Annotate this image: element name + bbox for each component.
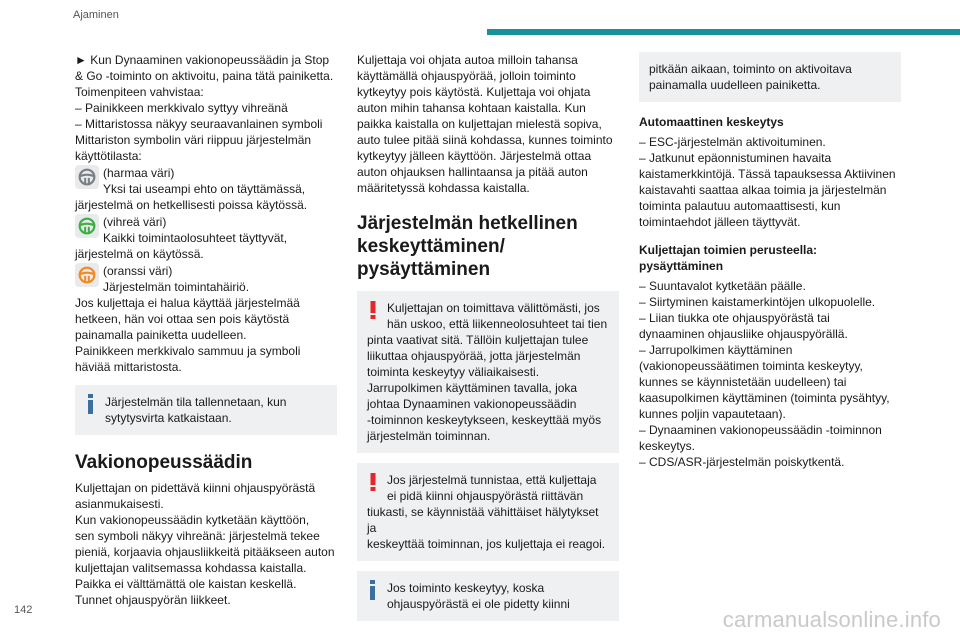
list-item: dynaaminen ohjausliike ohjauspyörällä. xyxy=(639,327,848,341)
intro-text xyxy=(75,52,337,164)
info-note-continued xyxy=(639,52,901,102)
list-item: – Siirtyminen kaistamerkintöjen ulkopuolelle. xyxy=(639,295,876,309)
after-text xyxy=(75,295,337,375)
list-item: kunnes se käynnistetään uudelleen) tai xyxy=(639,375,847,389)
list-item: kaasupolkimen käyttäminen (toiminta pysähtyy, xyxy=(639,391,890,405)
list-item: kunnes poljin vapautetaan). xyxy=(639,407,786,421)
text-line: Toimenpiteen vahvistaa: xyxy=(75,85,204,99)
note-line: Kuljettajan on toimittava välittömästi, jos xyxy=(387,301,600,315)
text-line: pieniä, korjaavia ohjausliikkeitä pitääkseen auton xyxy=(75,545,335,559)
list-item: toimintaehdot jälleen täyttyvät. xyxy=(639,215,801,229)
heading-line: Kuljettajan toimien perusteella: xyxy=(639,243,818,257)
info-note xyxy=(75,385,337,435)
text-line: Kuljettajan on pidettävä kiinni ohjauspyörästä xyxy=(75,481,316,495)
note-line: liikuttaa ohjauspyörää, jotta järjestelmän xyxy=(367,349,581,363)
info-icon xyxy=(85,394,97,414)
cruise-text xyxy=(75,480,337,608)
note-line: ohjauspyörästä ei ole pidetty kiinni xyxy=(387,597,570,611)
text-line: ► Kun Dynaaminen vakionopeussäädin ja Stop xyxy=(75,53,330,67)
header-accent-bar xyxy=(487,29,960,35)
text-line: hetkeen, hän voi ottaa sen pois käytöstä xyxy=(75,312,290,326)
note-line: Jos toiminto keskeytyy, koska xyxy=(387,581,545,595)
note-line: toiminta keskeytyy väliaikaisesti. xyxy=(367,365,540,379)
info-icon xyxy=(367,580,379,600)
list-item: – CDS/ASR-järjestelmän poiskytkentä. xyxy=(639,455,845,469)
text-line: Tunnet ohjauspyörän liikkeet. xyxy=(75,593,231,607)
list-item: toiminta palautuu automaattisesti, kun xyxy=(639,199,841,213)
state-green xyxy=(75,214,337,262)
text-line: määritetyssä kohdassa kaistalla. xyxy=(357,181,530,195)
note-line: -toiminnon keskeytykseen, keskeyttää myös xyxy=(367,413,602,427)
note-line: pitkään aikaan, toiminto on aktivoitava xyxy=(649,62,852,76)
text-line: Kuljettaja voi ohjata autoa milloin tahansa xyxy=(357,53,578,67)
heading-line: pysäyttäminen xyxy=(639,259,724,273)
steering-wheel-green-icon xyxy=(75,214,99,238)
note-line: johtaa Dynaaminen vakionopeussäädin xyxy=(367,397,577,411)
note-line: pinta vaativat sitä. Tällöin kuljettajan tulee xyxy=(367,333,589,347)
note-line: järjestelmän toiminnan. xyxy=(367,429,491,443)
list-item: – Suuntavalot kytketään päälle. xyxy=(639,279,806,293)
text-line: kytkeytyy jälleen käyttöön. Järjestelmä ottaa xyxy=(357,149,592,163)
list-item: – Liian tiukka ote ohjauspyörästä tai xyxy=(639,311,830,325)
heading-line: keskeyttäminen/ xyxy=(357,236,505,257)
note-line: hän uskoo, että liikenneolosuhteet tai tien xyxy=(387,317,608,331)
text-line: & Go -toiminto on aktivoitu, paina tätä painiketta. xyxy=(75,69,334,83)
list-item: kaistamerkkintöjä. Tässä tapauksessa Aktiivinen xyxy=(639,167,896,181)
text-line: käyttämällä ohjauspyörää, jolloin toiminto xyxy=(357,69,576,83)
page-number: 142 xyxy=(14,604,33,616)
column-2 xyxy=(357,52,619,621)
text-line: Kun vakionopeussäädin kytketään käyttöön, xyxy=(75,513,310,527)
note-line: Järjestelmän tila tallennetaan, kun xyxy=(105,395,287,409)
warning-icon xyxy=(367,472,379,492)
text-line: Paikka ei välttämättä ole kaistan keskellä. xyxy=(75,577,297,591)
watermark: carmanualsonline.info xyxy=(722,607,941,632)
intro-text xyxy=(357,52,619,196)
note-line: ei pidä kiinni ohjauspyörästä riittävän xyxy=(387,489,584,503)
list-item: – ESC-järjestelmän aktivoituminen. xyxy=(639,135,826,149)
text-line: auton mihin tahansa kohtaan kaistalla. Kun xyxy=(357,101,586,115)
state-color-label: (oranssi väri) xyxy=(103,264,173,278)
text-line: Jos kuljettaja ei halua käyttää järjestelmää xyxy=(75,296,300,310)
list-item: – Dynaaminen vakionopeussäädin -toiminnon xyxy=(639,423,882,437)
text-line: auto tulee pitää siinä kohdassa, kunnes toiminto xyxy=(357,133,613,147)
warning-note xyxy=(357,463,619,561)
list-item: (vakionopeussäätimen toiminta keskeytyy, xyxy=(639,359,863,373)
text-line: Mittariston symbolin väri riippuu järjestelmän xyxy=(75,133,312,147)
heading-line: Järjestelmän hetkellinen xyxy=(357,213,578,234)
steering-wheel-orange-icon xyxy=(75,263,99,287)
text-line: paikka kaistalla on kuljettajan mielestä sopiva, xyxy=(357,117,602,131)
info-note xyxy=(357,571,619,621)
state-description: Kaikki toimintaolosuhteet täyttyvät, xyxy=(103,231,288,245)
state-orange xyxy=(75,263,337,295)
state-color-label: (harmaa väri) xyxy=(103,166,175,180)
text-line: painamalla painiketta uudelleen. xyxy=(75,328,247,342)
driver-list xyxy=(639,278,901,470)
list-item: – Jatkunut epäonnistuminen havaita xyxy=(639,151,832,165)
section-heading: Vakionopeussäädin xyxy=(75,452,253,473)
text-line: – Painikkeen merkkivalo syttyy vihreänä xyxy=(75,101,288,115)
state-description: järjestelmä on hetkellisesti poissa käytössä. xyxy=(75,198,308,212)
column-3 xyxy=(639,52,901,470)
steering-wheel-grey-icon xyxy=(75,165,99,189)
subsection-heading xyxy=(639,242,901,274)
state-description: järjestelmä on käytössä. xyxy=(75,247,204,261)
state-description: Järjestelmän toimintahäiriö. xyxy=(103,280,250,294)
heading-line: pysäyttäminen xyxy=(357,259,491,280)
text-line: asianmukaisesti. xyxy=(75,497,164,511)
note-line: keskeyttää toiminnan, jos kuljettaja ei reagoi. xyxy=(367,537,606,551)
note-line: Jos järjestelmä tunnistaa, että kuljettaja xyxy=(387,473,597,487)
note-line: painamalla uudelleen painiketta. xyxy=(649,78,821,92)
text-line: käyttötilasta: xyxy=(75,149,142,163)
list-item: keskeytys. xyxy=(639,439,696,453)
text-line: kytkeytyy pois käytöstä. Kuljettaja voi ohjata xyxy=(357,85,591,99)
state-grey xyxy=(75,165,337,213)
section-heading xyxy=(357,212,619,281)
warning-note xyxy=(357,291,619,453)
warning-icon xyxy=(367,300,379,320)
text-line: sen symboli näkyy vihreänä: järjestelmä tekee xyxy=(75,529,320,543)
text-line: kuljettajan valitsemassa kohdassa kaistalla. xyxy=(75,561,307,575)
column-1 xyxy=(75,52,337,608)
list-item: kaistavahti saattaa alkaa toimia ja järjestelmän xyxy=(639,183,887,197)
auto-list xyxy=(639,134,901,230)
text-line: Painikkeen merkkivalo sammuu ja symboli xyxy=(75,344,301,358)
note-line: sytytysvirta katkaistaan. xyxy=(105,411,232,425)
subsection-heading: Automaattinen keskeytys xyxy=(639,115,784,129)
note-line: Jarrupolkimen käyttäminen tavalla, joka xyxy=(367,381,578,395)
state-color-label: (vihreä väri) xyxy=(103,215,167,229)
text-line: – Mittaristossa näkyy seuraavanlainen symboli xyxy=(75,117,323,131)
section-title: Ajaminen xyxy=(73,9,119,21)
text-line: häviää mittaristosta. xyxy=(75,360,182,374)
text-line: auton ohjauksen hallintaansa ja pitää auton xyxy=(357,165,588,179)
state-description: Yksi tai useampi ehto on täyttämässä, xyxy=(103,182,306,196)
list-item: – Jarrupolkimen käyttäminen xyxy=(639,343,793,357)
note-line: tiukasti, se käynnistää vähittäiset hälytykset ja xyxy=(367,505,599,535)
